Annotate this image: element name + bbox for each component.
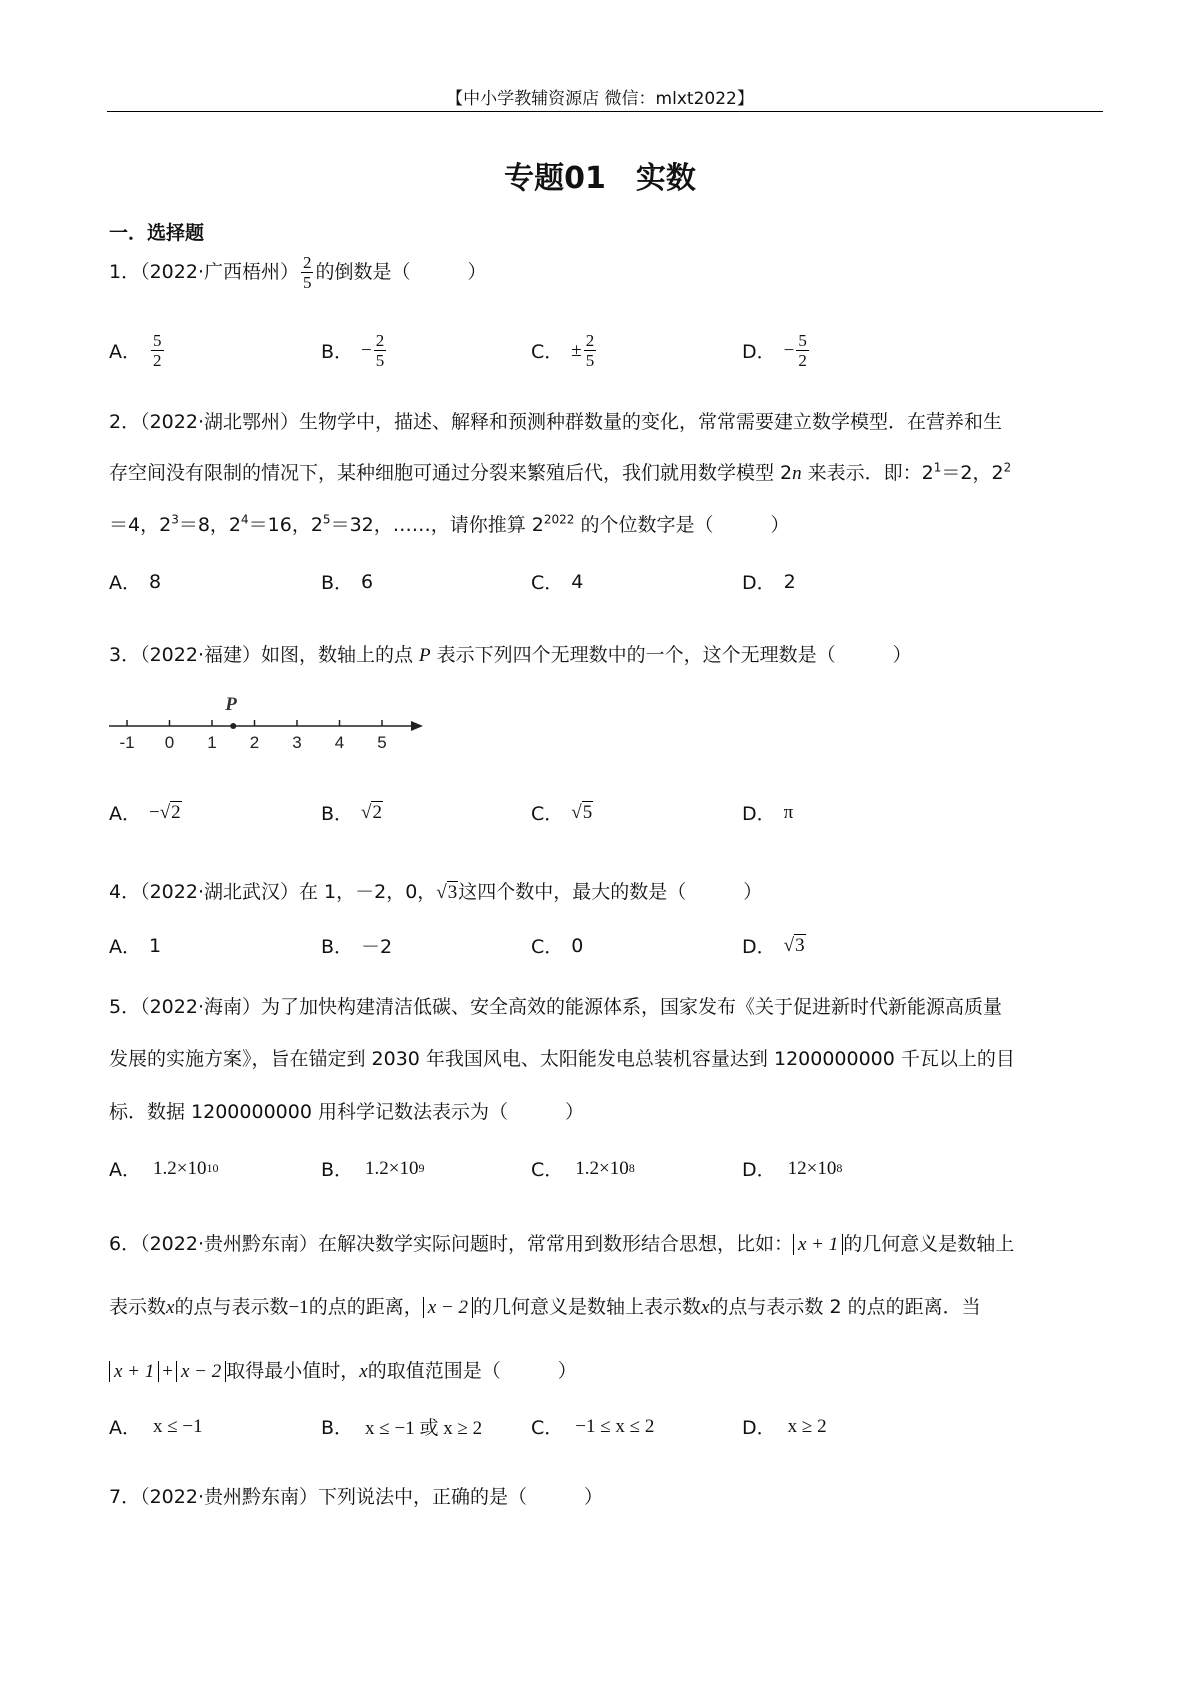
option-expr: x ≤ −1 或 x ≥ 2 xyxy=(365,1418,483,1439)
q6-text: 的几何意义是数轴上 xyxy=(843,1233,1015,1255)
option-num: 2 xyxy=(375,331,385,350)
axis-tick-label: 0 xyxy=(164,733,175,752)
option-label: D． xyxy=(742,803,776,825)
option-label: B． xyxy=(321,1417,354,1439)
q1-frac-den: 5 xyxy=(302,273,312,292)
option-expr: x ≤ −1 xyxy=(153,1415,203,1437)
option-sign: − xyxy=(361,339,372,361)
q6-text: 表示数 xyxy=(109,1296,167,1318)
q4-text: 4．（2022·湖北武汉）在 1，－2，0， xyxy=(109,881,437,903)
q6-line-1 xyxy=(109,1229,1014,1256)
q2-text: 来表示．即：2 xyxy=(801,462,934,484)
q2-text: 的个位数字是（ ） xyxy=(574,514,790,536)
option-sqrt: √3 xyxy=(783,934,805,956)
q1-option-c[interactable] xyxy=(531,331,598,370)
q5-option-b[interactable] xyxy=(321,1155,425,1182)
option-label: D． xyxy=(742,936,776,958)
q2-text: ＝8，2 xyxy=(178,514,242,536)
q2-text: ＝2，2 xyxy=(941,462,1004,484)
point-p-dot xyxy=(230,723,236,729)
number-line-figure xyxy=(105,695,435,755)
option-sqrt: √2 xyxy=(159,801,181,823)
q2-exp: 3 xyxy=(171,512,179,527)
q4-sqrt: √3 xyxy=(436,882,458,903)
option-label: C． xyxy=(531,803,564,825)
q6-line-3 xyxy=(109,1356,577,1383)
q6-text: 的点的距离， xyxy=(308,1296,423,1318)
option-sqrt: √2 xyxy=(361,801,382,823)
q1-suffix: 的倒数是（ ） xyxy=(315,261,487,283)
q6-option-b[interactable] xyxy=(321,1413,482,1440)
q2-option-a[interactable] xyxy=(109,568,161,595)
axis-tick-label: 3 xyxy=(292,733,302,752)
option-label: C． xyxy=(531,936,564,958)
option-exp: 10 xyxy=(206,1161,219,1175)
option-base: 12×10 xyxy=(787,1157,837,1179)
option-den: 5 xyxy=(585,351,595,370)
question-1 xyxy=(109,253,487,292)
q6-line-2 xyxy=(109,1292,981,1319)
option-label: A． xyxy=(109,572,141,594)
option-fraction xyxy=(374,331,387,370)
option-label: D． xyxy=(742,341,776,363)
q6-abs-expr: x + 1 xyxy=(109,1361,159,1382)
q4-option-b[interactable] xyxy=(321,932,392,959)
q5-line-2: 发展的实施方案》，旨在锚定到 2030 年我国风电、太阳能发电总装机容量达到 1200000000 千瓦以上的目 xyxy=(109,1048,1015,1070)
option-label: B． xyxy=(321,341,354,363)
q6-abs-expr: x − 2 xyxy=(423,1297,473,1318)
option-exp: 8 xyxy=(836,1161,843,1175)
q5-option-d[interactable] xyxy=(742,1155,842,1182)
q6-text: 的点与表示数 xyxy=(174,1296,289,1318)
option-value: 2 xyxy=(783,570,796,593)
radicand: 5 xyxy=(582,801,593,823)
q2-text: ＝16，2 xyxy=(248,514,323,536)
option-label: A． xyxy=(109,803,141,825)
q5-line-1: 5．（2022·海南）为了加快构建清洁低碳、安全高效的能源体系，国家发布《关于促进新时代新能源高质量 xyxy=(109,996,1002,1018)
question-7: 7．（2022·贵州黔东南）下列说法中，正确的是（ ） xyxy=(109,1486,603,1508)
option-fraction xyxy=(796,331,809,370)
q3-option-a[interactable] xyxy=(109,799,182,826)
axis-tick-label: -1 xyxy=(119,733,135,752)
q1-option-d[interactable] xyxy=(742,331,811,370)
q6-plus: + xyxy=(162,1361,173,1382)
option-den: 2 xyxy=(153,351,162,370)
q1-fraction xyxy=(301,253,314,292)
option-label: C． xyxy=(531,1417,564,1439)
q6-option-c[interactable] xyxy=(531,1413,654,1440)
q6-text: 的取值范围是（ ） xyxy=(367,1360,577,1382)
q2-option-c[interactable] xyxy=(531,568,583,595)
option-label: B． xyxy=(321,936,354,958)
option-label: B． xyxy=(321,1159,354,1181)
q2-exp: 2 xyxy=(1003,460,1012,475)
q2-exp: 1 xyxy=(933,460,942,475)
q2-exp: 2022 xyxy=(543,512,575,527)
point-p-label: P xyxy=(225,695,237,715)
q3-option-d[interactable] xyxy=(742,799,793,826)
q6-option-d[interactable] xyxy=(742,1413,827,1440)
q2-option-b[interactable] xyxy=(321,568,373,595)
option-num: 5 xyxy=(798,331,807,350)
option-exp: 9 xyxy=(418,1161,425,1175)
radicand: 2 xyxy=(372,801,382,823)
q2-text: ＝4，2 xyxy=(109,514,172,536)
option-expr: x ≥ 2 xyxy=(787,1415,827,1437)
option-label: C． xyxy=(531,572,564,594)
q2-line-1: 2．（2022·湖北鄂州）生物学中，描述、解释和预测种群数量的变化，常常需要建立数学模型．在营养和生 xyxy=(109,411,1002,433)
q4-option-d[interactable] xyxy=(742,932,806,959)
q2-exp: 4 xyxy=(241,512,249,527)
option-den: 5 xyxy=(375,351,385,370)
page-title: 专题01 实数 xyxy=(504,161,696,196)
option-sign: − xyxy=(149,801,160,823)
q6-abs-expr: x + 1 xyxy=(793,1234,843,1255)
q4-option-c[interactable] xyxy=(531,932,583,959)
option-label: A． xyxy=(109,1417,141,1439)
q3-option-c[interactable] xyxy=(531,799,593,826)
option-sign: − xyxy=(783,339,795,361)
q3-point-ref: P xyxy=(419,645,431,666)
option-label: B． xyxy=(321,572,354,594)
q6-text: 取得最小值时， xyxy=(226,1360,360,1382)
q6-abs-expr: x − 2 xyxy=(176,1361,226,1382)
option-label: A． xyxy=(109,341,141,363)
q2-option-d[interactable] xyxy=(742,568,796,595)
option-fraction xyxy=(584,331,597,370)
q1-frac-num: 2 xyxy=(302,253,312,272)
option-sign: ± xyxy=(571,339,582,361)
radicand: 2 xyxy=(171,801,181,823)
option-label: A． xyxy=(109,936,141,958)
option-label: A． xyxy=(109,1159,141,1181)
option-base: 1.2×10 xyxy=(575,1157,629,1179)
option-label: B． xyxy=(321,803,354,825)
q6-neg-one: −1 xyxy=(288,1297,309,1318)
q6-text: 6．（2022·贵州黔东南）在解决数学实际问题时，常常用到数形结合思想，比如： xyxy=(109,1233,793,1255)
option-num: 5 xyxy=(153,331,162,350)
option-value: 4 xyxy=(571,570,584,593)
q1-option-b[interactable] xyxy=(321,331,388,370)
section-heading: 一．选择题 xyxy=(109,222,205,244)
q5-option-c[interactable] xyxy=(531,1155,635,1182)
q6-var-x: x xyxy=(166,1297,175,1318)
option-base: 1.2×10 xyxy=(365,1157,419,1179)
q5-option-a[interactable] xyxy=(109,1155,218,1182)
radicand: 3 xyxy=(795,934,805,956)
q6-text: 的点与表示数 2 的点的距离．当 xyxy=(709,1296,981,1318)
question-3 xyxy=(109,640,912,667)
page-header: 【中小学教辅资源店 微信：mlxt2022】 xyxy=(446,89,754,109)
option-value: －2 xyxy=(361,936,393,958)
q2-text: 存空间没有限制的情况下，某种细胞可通过分裂来繁殖后代，我们就用数学模型 2 xyxy=(109,462,793,484)
radicand: 3 xyxy=(447,882,458,903)
q2-var-n: n xyxy=(792,463,802,484)
option-num: 2 xyxy=(585,331,595,350)
option-den: 2 xyxy=(798,351,807,370)
axis-tick-label: 1 xyxy=(207,733,217,752)
q1-prefix: 1．（2022·广西梧州） xyxy=(109,261,299,283)
q2-line-3 xyxy=(109,510,789,537)
option-label: C． xyxy=(531,341,564,363)
option-exp: 8 xyxy=(628,1161,635,1175)
axis-tick-label: 5 xyxy=(377,733,387,752)
q4-option-a[interactable] xyxy=(109,932,161,959)
option-fraction xyxy=(151,331,164,370)
option-label: D． xyxy=(742,1417,776,1439)
option-sqrt: √5 xyxy=(571,801,593,823)
axis-tick-label: 2 xyxy=(249,733,260,752)
q6-option-a[interactable] xyxy=(109,1413,203,1440)
axis-tick-label: 4 xyxy=(334,733,345,752)
option-value: 0 xyxy=(571,934,584,957)
q4-text: 这四个数中，最大的数是（ ） xyxy=(458,881,763,903)
q2-line-2 xyxy=(109,458,1011,485)
q5-line-3: 标．数据 1200000000 用科学记数法表示为（ ） xyxy=(109,1101,584,1123)
q6-var-x: x xyxy=(700,1297,710,1318)
option-label: D． xyxy=(742,1159,776,1181)
q6-var-x: x xyxy=(359,1361,368,1382)
option-label: D． xyxy=(742,572,776,594)
q2-exp: 5 xyxy=(322,512,331,527)
q3-option-b[interactable] xyxy=(321,799,383,826)
q2-text: ＝32，……，请你推算 2 xyxy=(330,514,544,536)
question-4 xyxy=(109,877,762,904)
axis-arrow xyxy=(411,721,423,731)
option-label: C． xyxy=(531,1159,564,1181)
option-value: 6 xyxy=(361,570,374,593)
q6-text: 的几何意义是数轴上表示数 xyxy=(472,1296,701,1318)
option-base: 1.2×10 xyxy=(153,1157,207,1179)
header-rule xyxy=(107,111,1103,112)
q3-text: 3．（2022·福建）如图，数轴上的点 xyxy=(109,644,420,666)
option-value: 1 xyxy=(149,934,162,957)
option-value: 8 xyxy=(149,570,162,593)
option-expr: −1 ≤ x ≤ 2 xyxy=(575,1415,655,1437)
q1-option-a[interactable] xyxy=(109,331,166,370)
q3-text: 表示下列四个无理数中的一个，这个无理数是（ ） xyxy=(430,644,912,666)
option-value: π xyxy=(783,801,794,823)
